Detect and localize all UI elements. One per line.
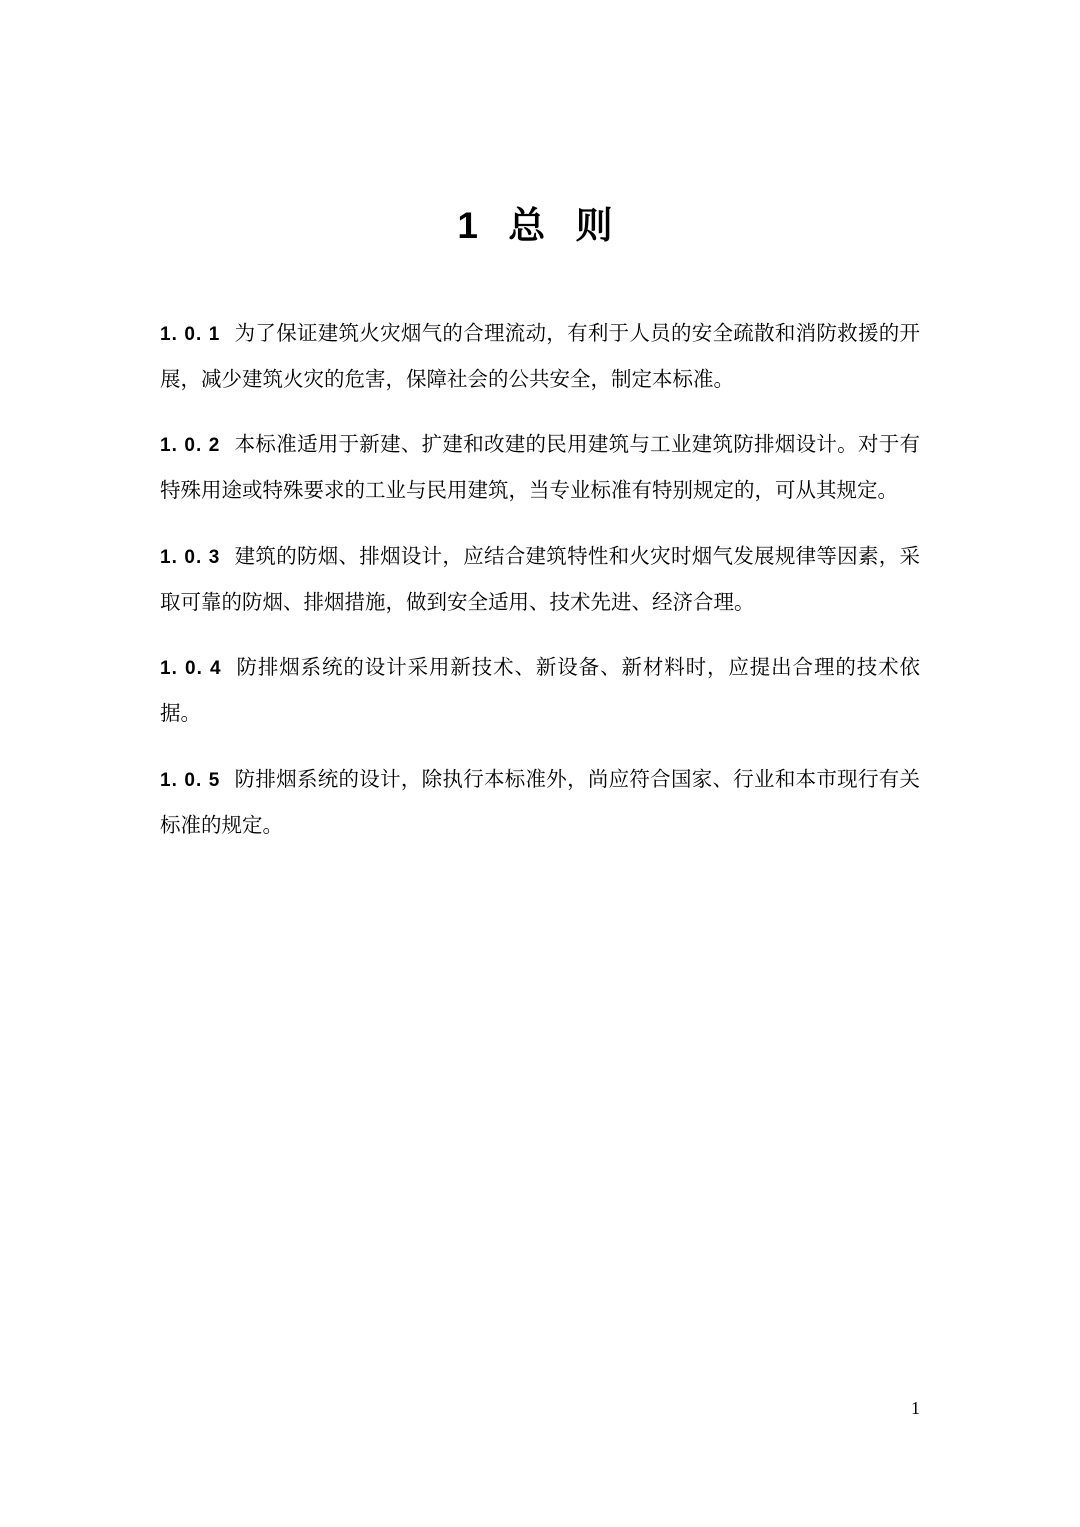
clause-1-0-3 (160, 534, 920, 625)
clause-1-0-2 (160, 422, 920, 513)
page-title: 1 总 则 (457, 204, 623, 246)
clause-1-0-4 (160, 645, 920, 736)
document-body (160, 290, 920, 862)
clause-number: 1. 0. 4 (160, 658, 222, 679)
clause-number: 1. 0. 5 (160, 769, 221, 791)
clause-text: 防排烟系统的设计，除执行本标准外，尚应符合国家、行业和本市现行有关标准的规定。 (160, 766, 920, 837)
page-number: 1 (911, 1398, 920, 1418)
clause-number: 1. 0. 1 (160, 323, 221, 345)
clause-number: 1. 0. 2 (160, 435, 221, 456)
clause-number: 1. 0. 3 (160, 546, 221, 568)
clause-text: 为了保证建筑火灾烟气的合理流动，有利于人员的安全疏散和消防救援的开展，减少建筑火灾的危害，保障社会的公共安全，制定本标准。 (160, 320, 920, 391)
clause-1-0-5 (160, 757, 920, 848)
clause-text: 防排烟系统的设计采用新技术、新设备、新材料时，应提出合理的技术依据。 (160, 655, 920, 725)
clause-text: 建筑的防烟、排烟设计，应结合建筑特性和火灾时烟气发展规律等因素，采取可靠的防烟、排烟措施，做到安全适用、技术先进、经济合理。 (160, 543, 920, 614)
clause-text: 本标准适用于新建、扩建和改建的民用建筑与工业建筑防排烟设计。对于有特殊用途或特殊要求的工业与民用建筑，当专业标准有特别规定的，可从其规定。 (160, 432, 920, 502)
clause-1-0-1 (160, 311, 920, 402)
